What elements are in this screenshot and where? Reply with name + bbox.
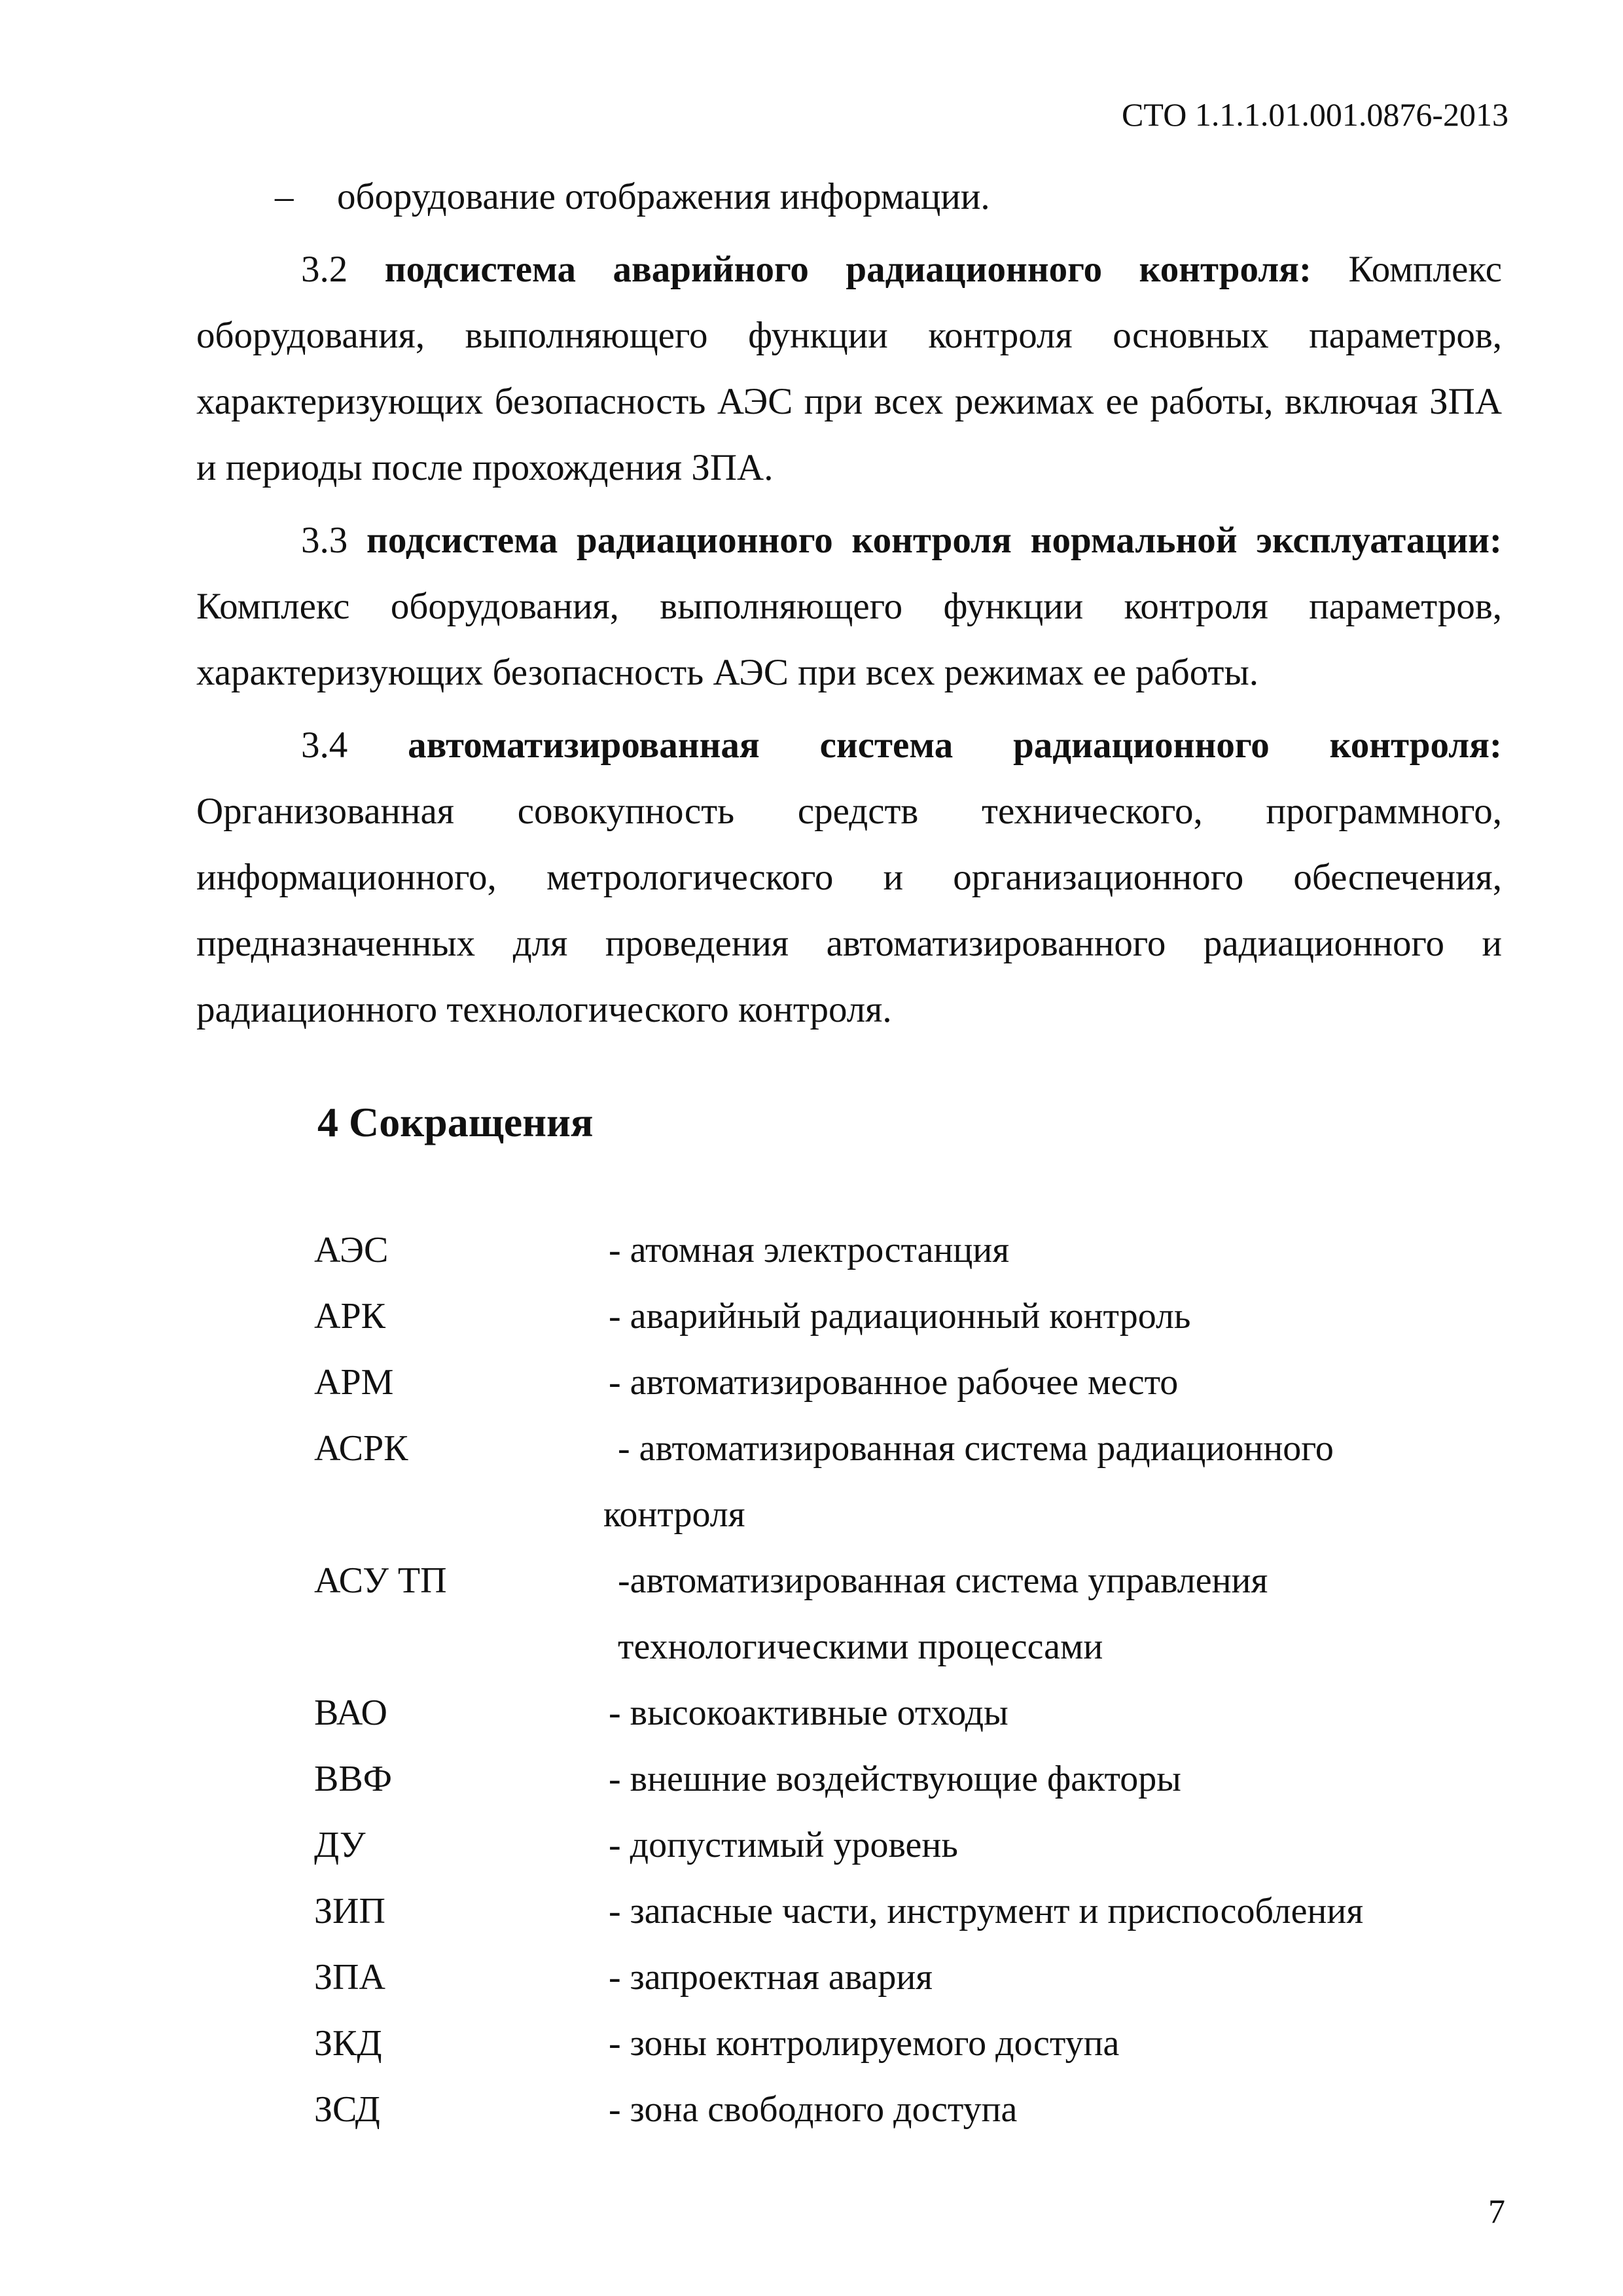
abbreviation-definition: - запроектная авария	[609, 1957, 933, 1998]
abbreviation-row	[314, 1812, 1479, 1878]
abbreviation-definition: - допустимый уровень	[609, 1825, 958, 1865]
clause-number: 3.4	[301, 725, 348, 766]
definition-text: Комплекс оборудования, выполняющего функции контроля параметров, характеризующих безопасность АЭС при всех режимах ее работы.	[196, 586, 1502, 693]
abbreviation-row	[314, 1878, 1479, 1945]
abbreviation-definition-line: - автоматизированная система радиационного	[618, 1428, 1334, 1469]
abbreviation-term: АСРК	[314, 1428, 408, 1469]
abbreviation-term: ВАО	[314, 1693, 387, 1733]
abbreviation-term: ВВФ	[314, 1759, 392, 1799]
abbreviation-definition: - запасные части, инструмент и приспособления	[609, 1891, 1364, 1931]
abbreviation-term: АРМ	[314, 1362, 394, 1403]
abbreviation-definition: - аварийный радиационный контроль	[609, 1296, 1191, 1336]
abbreviation-term: ДУ	[314, 1825, 366, 1865]
abbreviation-term: ЗИП	[314, 1891, 385, 1931]
list-item-display-equipment	[196, 164, 1502, 230]
definition-text: Комплекс оборудования, выполняющего функции контроля основных параметров, характеризующих безопасность АЭС при всех режимах ее работы, включая ЗПА и периоды после прохождения ЗПА.	[196, 249, 1503, 488]
abbreviation-row	[314, 2011, 1479, 2077]
abbreviation-row	[314, 1746, 1479, 1812]
section-title: 4 Сокращения	[317, 1099, 594, 1145]
abbreviation-definition: - зона свободного доступа	[609, 2089, 1018, 2130]
clause-number: 3.2	[301, 249, 348, 290]
abbreviation-term: АСУ ТП	[314, 1560, 447, 1601]
abbreviation-definition-continuation: контроля	[603, 1494, 745, 1535]
abbreviation-term: ЗКД	[314, 2023, 382, 2064]
abbreviation-definition: - высокоактивные отходы	[609, 1693, 1008, 1733]
definition-3-2	[196, 236, 1502, 501]
abbreviation-definition: - зоны контролируемого доступа	[609, 2023, 1120, 2064]
abbreviation-row	[314, 2077, 1479, 2143]
abbreviation-definition	[609, 1548, 1479, 1680]
abbreviation-definition: - автоматизированное рабочее место	[609, 1362, 1179, 1403]
abbreviation-row	[314, 1548, 1479, 1680]
defined-term: подсистема аварийного радиационного контроля:	[384, 249, 1312, 290]
abbreviation-term: ЗПА	[314, 1957, 385, 1998]
abbreviation-definition-line: -автоматизированная система управления	[618, 1560, 1268, 1601]
abbreviation-definition	[603, 1416, 1479, 1548]
abbreviation-row	[314, 1945, 1479, 2011]
clause-number: 3.3	[301, 520, 348, 561]
abbreviation-row	[314, 1350, 1479, 1416]
page-number: 7	[1488, 2193, 1505, 2231]
abbreviation-row	[314, 1283, 1479, 1350]
abbreviation-definition: - атомная электростанция	[609, 1230, 1010, 1270]
abbreviation-definition-continuation: технологическими процессами	[618, 1626, 1103, 1667]
defined-term: автоматизированная система радиационного контроля:	[408, 725, 1503, 766]
dash-mark: –	[275, 176, 294, 217]
definition-3-3	[196, 507, 1502, 706]
abbreviation-term: АЭС	[314, 1230, 389, 1270]
list-item-text: оборудование отображения информации.	[337, 176, 990, 217]
definition-3-4	[196, 712, 1502, 1043]
document-code: СТО 1.1.1.01.001.0876-2013	[1122, 96, 1508, 133]
abbreviation-row	[314, 1416, 1479, 1548]
abbreviation-term: ЗСД	[314, 2089, 380, 2130]
abbreviation-row	[314, 1217, 1479, 1283]
abbreviation-definition: - внешние воздействующие факторы	[609, 1759, 1181, 1799]
defined-term: подсистема радиационного контроля нормальной эксплуатации:	[366, 520, 1502, 561]
definitions-body	[196, 164, 1502, 1043]
definition-text: Организованная совокупность средств технического, программного, информационного, метрологического и организационного обеспечения, предназначенных для проведения автоматизированного радиационного и радиационного технологического контроля.	[196, 791, 1502, 1030]
abbreviation-term: АРК	[314, 1296, 385, 1336]
abbreviation-row	[314, 1680, 1479, 1746]
abbreviations-list	[314, 1217, 1479, 2143]
